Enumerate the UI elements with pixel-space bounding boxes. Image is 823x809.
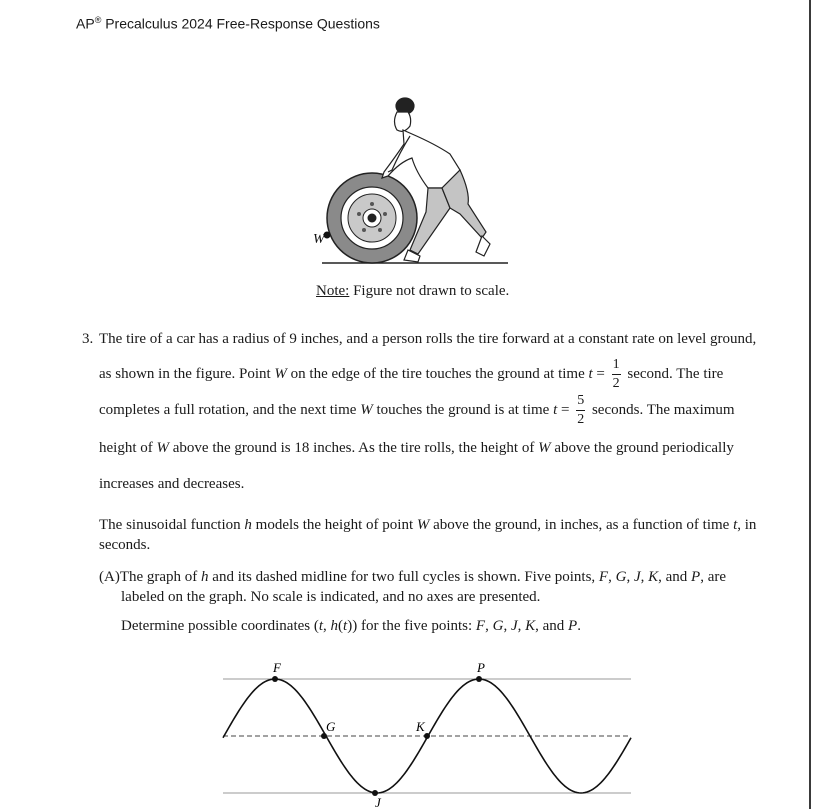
page-header — [76, 15, 380, 32]
text: second. The tire — [623, 365, 724, 382]
label-g: G — [326, 719, 336, 734]
header-ap: AP — [76, 15, 95, 32]
comma: , — [517, 618, 526, 634]
question-line-7 — [99, 537, 150, 554]
graph-point-p — [476, 676, 482, 682]
text: seconds. — [99, 537, 151, 553]
text: increases and decreases. — [99, 476, 245, 492]
part-a-line-1 — [99, 567, 739, 587]
point-j: J — [633, 569, 641, 585]
text: seconds. The maximum — [588, 401, 735, 418]
var-t: t — [318, 618, 324, 634]
question-line-3 — [99, 394, 735, 427]
var-w: W — [416, 517, 430, 533]
var-t: t — [343, 618, 348, 634]
equals: = — [557, 401, 574, 418]
text: , in — [737, 517, 757, 533]
text: )) for the five points: — [347, 618, 476, 634]
part-a-label: (A) — [99, 569, 120, 585]
question-line-1 — [99, 331, 756, 348]
part-a — [99, 567, 739, 607]
sinusoid-graph — [215, 658, 640, 809]
label-p: P — [477, 660, 485, 675]
text: ( — [338, 618, 344, 634]
text: The graph of — [119, 569, 202, 585]
numerator: 5 — [576, 394, 585, 411]
question-line-2 — [99, 358, 723, 391]
point-k: K — [648, 569, 659, 585]
var-w: W — [538, 440, 551, 456]
question-line-4 — [99, 440, 734, 457]
text: as shown in the figure. Point — [99, 365, 275, 382]
equals: = — [592, 365, 609, 382]
text: above the ground, in inches, as a function of time — [429, 517, 734, 533]
note-label: Note: — [316, 283, 350, 299]
numerator: 1 — [612, 358, 621, 375]
graph-point-f — [272, 676, 278, 682]
and: , and — [658, 569, 692, 585]
text: The tire of a car has a radius of 9 inches, and a person rolls the tire forward at a constant rate on level ground, — [99, 331, 757, 347]
point-f: F — [598, 569, 609, 585]
registered-mark: ® — [94, 15, 102, 25]
text: . — [577, 618, 581, 634]
var-t: t — [588, 365, 593, 382]
tire-figure — [300, 92, 515, 272]
label-f: F — [273, 660, 281, 675]
text: height of — [99, 440, 157, 456]
question-line-6 — [99, 517, 756, 534]
text: The sinusoidal function — [99, 517, 245, 533]
point-w-label: W — [313, 232, 325, 247]
text: models the height of point — [251, 517, 417, 533]
text: touches the ground is at time — [372, 401, 554, 418]
var-t: t — [733, 517, 738, 533]
graph-point-k — [424, 733, 430, 739]
text: Determine possible coordinates ( — [121, 618, 319, 634]
part-a-line-2 — [99, 587, 739, 607]
var-h: h — [244, 517, 252, 533]
text: labeled on the graph. No scale is indicated, and no axes are presented. — [121, 589, 541, 605]
text: , are — [700, 569, 727, 585]
point-g: G — [615, 569, 627, 585]
text: above the ground is 18 inches. As the tire rolls, the height of — [169, 440, 539, 456]
fraction-one-half — [612, 358, 621, 391]
label-k: K — [416, 719, 425, 734]
question-number: 3. — [82, 331, 94, 347]
point-p: P — [691, 569, 701, 585]
var-h: h — [330, 618, 339, 634]
text: on the edge of the tire touches the ground at time — [286, 365, 589, 382]
var-h: h — [201, 569, 209, 585]
comma: , — [503, 618, 511, 634]
text: , — [323, 618, 331, 634]
and: , and — [535, 618, 569, 634]
var-w: W — [156, 440, 169, 456]
comma: , — [626, 569, 634, 585]
label-j: J — [375, 795, 381, 809]
point-g: G — [492, 618, 504, 634]
note-text: Figure not drawn to scale. — [349, 283, 510, 299]
point-f: F — [475, 618, 486, 634]
fraction-five-halves — [576, 394, 585, 427]
denominator: 2 — [612, 376, 620, 391]
var-w: W — [274, 365, 287, 382]
var-w: W — [360, 401, 373, 418]
comma: , — [640, 569, 649, 585]
question-line-5 — [99, 476, 244, 493]
page-border — [809, 0, 811, 809]
comma: , — [485, 618, 493, 634]
var-t: t — [553, 401, 558, 418]
figure-note — [316, 283, 509, 300]
part-a-instruction — [121, 618, 581, 635]
point-k: K — [525, 618, 536, 634]
header-title: Precalculus 2024 Free-Response Questions — [101, 15, 380, 32]
comma: , — [608, 569, 616, 585]
text: and its dashed midline for two full cycles is shown. Five points, — [208, 569, 599, 585]
point-p: P — [568, 618, 578, 634]
denominator: 2 — [577, 412, 585, 427]
point-j: J — [510, 618, 518, 634]
hub-center — [368, 214, 377, 223]
text: above the ground periodically — [550, 440, 734, 456]
text: completes a full rotation, and the next time — [99, 401, 361, 418]
